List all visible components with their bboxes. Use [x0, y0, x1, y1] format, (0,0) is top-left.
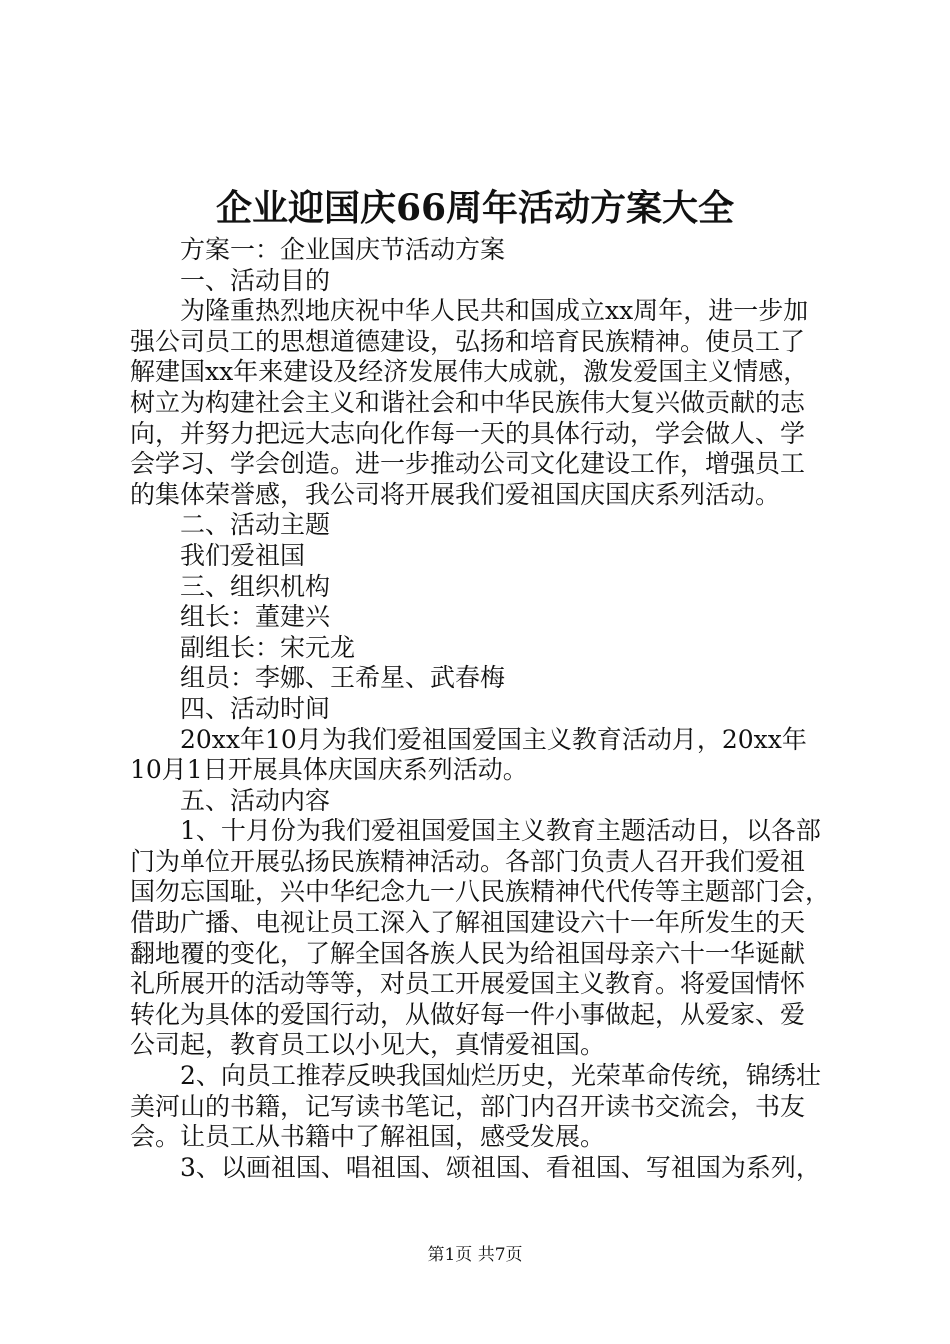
body-line: 副组长：宋元龙 [180, 632, 356, 662]
document-title: 企业迎国庆66周年活动方案大全 [215, 187, 735, 229]
body-line: 向，并努力把远大志向化作每一天的具体行动，学会做人、学 [130, 418, 806, 448]
page-footer: 第1页 共7页 [427, 1245, 523, 1265]
body-line: 10月1日开展具体庆国庆系列活动。 [130, 755, 528, 785]
body-line: 公司起，教育员工以小见大，真情爱祖国。 [130, 1030, 606, 1060]
body-line: 会。让员工从书籍中了解祖国，感受发展。 [130, 1122, 606, 1152]
body-line: 美河山的书籍，记写读书笔记，部门内召开读书交流会，书友 [130, 1091, 806, 1121]
body-line: 门为单位开展弘扬民族精神活动。各部门负责人召开我们爱祖 [130, 846, 806, 876]
body-line: 为隆重热烈地庆祝中华人民共和国成立xx周年，进一步加 [180, 296, 809, 326]
body-line: 组长：董建兴 [180, 602, 331, 632]
body-line: 3、以画祖国、唱祖国、颂祖国、看祖国、写祖国为系列， [180, 1152, 821, 1182]
body-line: 借助广播、电视让员工深入了解祖国建设六十一年所发生的天 [130, 908, 806, 938]
body-line: 二、活动主题 [180, 510, 331, 540]
body-line: 方案一：企业国庆节活动方案 [180, 235, 506, 264]
body-line: 20xx年10月为我们爱祖国爱国主义教育活动月，20xx年 [180, 724, 807, 754]
body-line: 组员：李娜、王希星、武春梅 [180, 663, 506, 693]
body-line: 国勿忘国耻，兴中华纪念九一八民族精神代代传等主题部门会， [130, 877, 831, 907]
body-line: 五、活动内容 [180, 785, 331, 815]
body-line: 礼所展开的活动等等，对员工开展爱国主义教育。将爱国情怀 [130, 969, 806, 999]
body-line: 强公司员工的思想道德建设，弘扬和培育民族精神。使员工了 [130, 326, 806, 356]
body-line: 2、向员工推荐反映我国灿烂历史，光荣革命传统，锦绣壮 [180, 1061, 821, 1091]
body-line: 一、活动目的 [180, 265, 331, 295]
body-line: 1、十月份为我们爱祖国爱国主义教育主题活动日，以各部 [180, 816, 821, 846]
body-line: 的集体荣誉感，我公司将开展我们爱祖国庆国庆系列活动。 [130, 479, 781, 509]
body-line: 翻地覆的变化，了解全国各族人民为给祖国母亲六十一华诞献 [130, 938, 806, 968]
body-line: 三、组织机构 [180, 571, 331, 601]
body-line: 四、活动时间 [180, 693, 331, 723]
body-line: 我们爱祖国 [180, 540, 306, 570]
body-line: 树立为构建社会主义和谐社会和中华民族伟大复兴做贡献的志 [130, 387, 806, 417]
document-body [130, 235, 834, 1183]
body-line: 解建国xx年来建设及经济发展伟大成就，激发爱国主义情感， [130, 357, 809, 387]
body-line: 会学习、学会创造。进一步推动公司文化建设工作，增强员工 [130, 449, 806, 479]
body-line: 转化为具体的爱国行动，从做好每一件小事做起，从爱家、爱 [130, 999, 806, 1029]
